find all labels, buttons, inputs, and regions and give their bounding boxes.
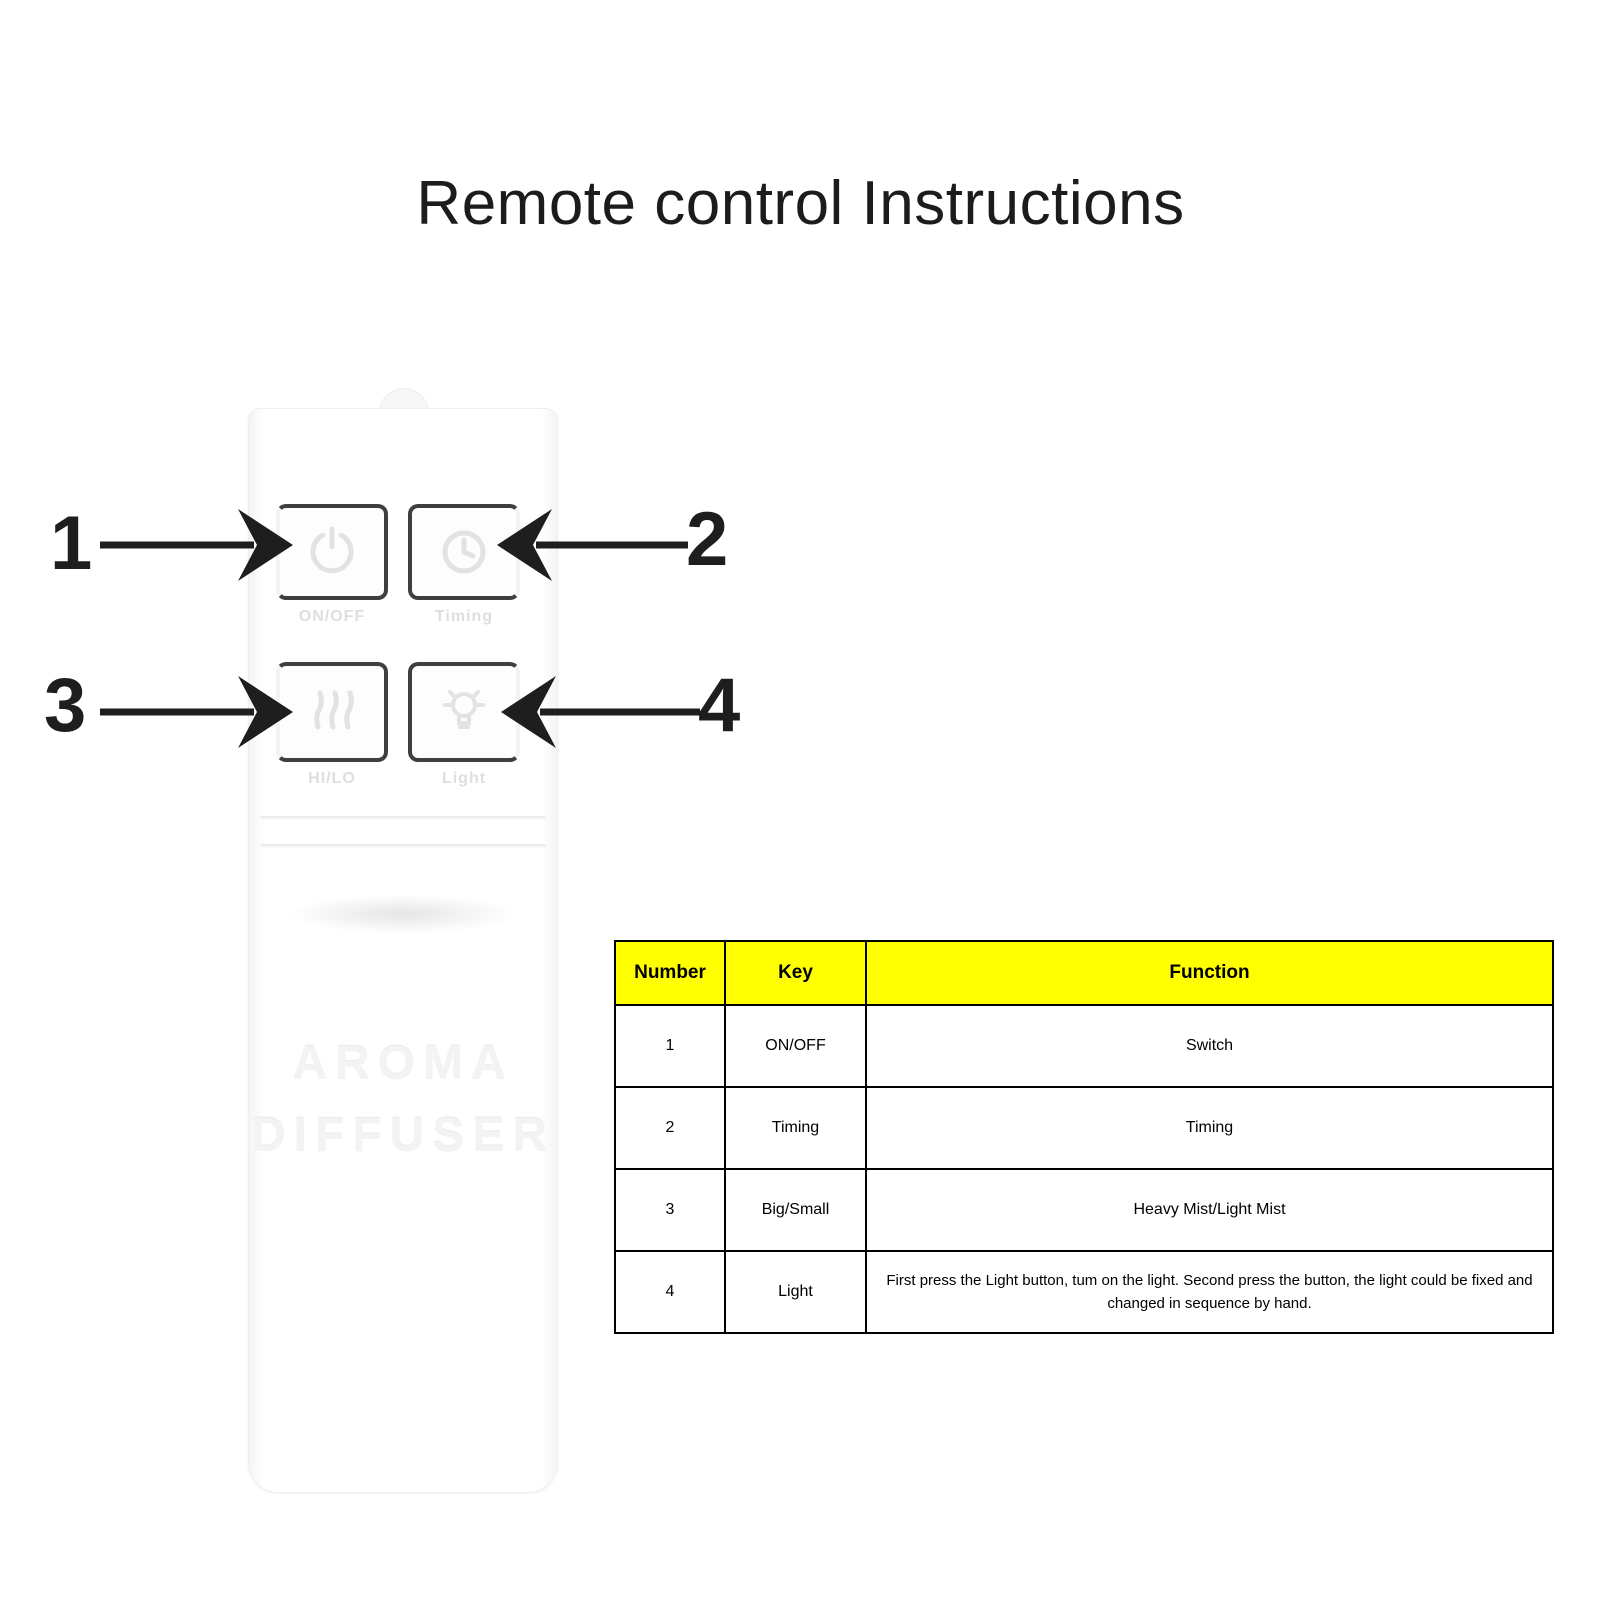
cell-number: 4 — [615, 1251, 725, 1333]
table-header-row — [615, 941, 1553, 1005]
timing-button-label: Timing — [434, 608, 494, 625]
cell-function: Heavy Mist/Light Mist — [866, 1169, 1553, 1251]
mist-button — [276, 662, 388, 762]
remote-groove — [260, 816, 546, 820]
embossed-brand-line1: AROMA — [292, 1037, 514, 1090]
mist-button-label: HI/LO — [308, 770, 356, 787]
onoff-button-label: ON/OFF — [298, 608, 366, 625]
timer-icon — [437, 523, 491, 582]
cell-function: First press the Light button, tum on the light. Second press the button, the light could be fixed and changed in sequence by hand. — [866, 1251, 1553, 1333]
callout-number-3: 3 — [44, 663, 87, 748]
cell-number: 1 — [615, 1005, 725, 1087]
callout-number-1: 1 — [50, 501, 93, 586]
table-row — [615, 1005, 1553, 1087]
cell-key: Timing — [725, 1087, 866, 1169]
remote-shading — [288, 894, 518, 934]
callout-number-2: 2 — [686, 497, 729, 582]
table-row — [615, 1169, 1553, 1251]
bulb-icon — [437, 683, 491, 742]
callout-number-4: 4 — [698, 663, 741, 748]
cell-key: ON/OFF — [725, 1005, 866, 1087]
cell-key: Big/Small — [725, 1169, 866, 1251]
header-key: Key — [725, 941, 866, 1005]
cell-number: 2 — [615, 1087, 725, 1169]
table-row — [615, 1251, 1553, 1333]
cell-number: 3 — [615, 1169, 725, 1251]
header-function: Function — [866, 941, 1553, 1005]
onoff-button — [276, 504, 388, 600]
cell-function: Switch — [866, 1005, 1553, 1087]
embossed-brand-line2: DIFFUSER — [251, 1109, 555, 1162]
timing-button — [408, 504, 520, 600]
power-icon — [305, 523, 359, 582]
light-button — [408, 662, 520, 762]
remote-illustration — [248, 388, 558, 1493]
remote-groove — [260, 844, 546, 848]
header-number: Number — [615, 941, 725, 1005]
table-row — [615, 1087, 1553, 1169]
mist-icon — [305, 683, 359, 742]
page-title: Remote control Instructions — [416, 169, 1185, 238]
function-table — [614, 940, 1554, 1334]
cell-function: Timing — [866, 1087, 1553, 1169]
cell-key: Light — [725, 1251, 866, 1333]
light-button-label: Light — [441, 770, 487, 787]
